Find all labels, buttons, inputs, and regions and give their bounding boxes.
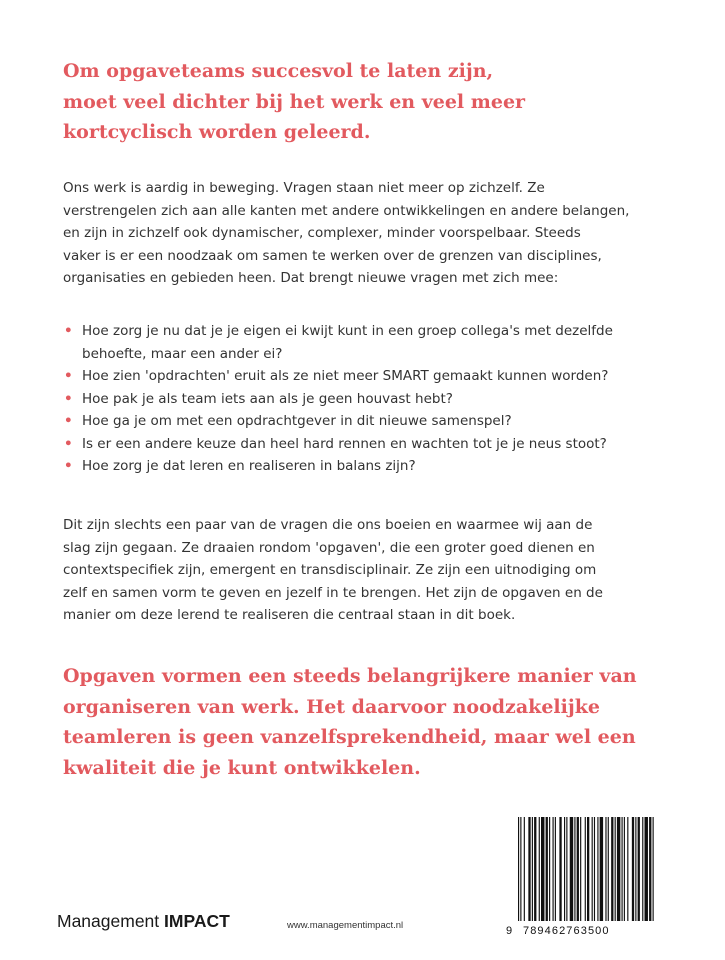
barcode-bar [587, 817, 589, 921]
question-text: Is er een andere keuze dan heel hard rennen en wachten tot je je neus stoot? [82, 435, 607, 452]
barcode-bar [541, 817, 544, 921]
barcode-bar [553, 817, 554, 921]
bullet-icon: • [64, 435, 73, 452]
paragraph-line: organisaties en gebieden heen. Dat brengt nieuwe vragen met zich mee: [63, 270, 559, 286]
barcode-bar [635, 817, 636, 921]
barcode-bar [528, 817, 530, 921]
closing-paragraph [63, 514, 603, 627]
bullet-icon: • [64, 390, 73, 407]
question-text: behoefte, maar een ander ei? [82, 345, 283, 362]
question-text: Hoe zien 'opdrachten' eruit als ze niet meer SMART gemaakt kunnen worden? [82, 368, 609, 384]
barcode-bar [624, 817, 625, 921]
intro-paragraph [63, 177, 629, 290]
publisher-logo [57, 911, 230, 932]
question-text: Hoe ga je om met een opdrachtgever in dit nieuwe samenspel? [82, 413, 512, 429]
question-text: Hoe pak je als team iets aan als je geen houvast hebt? [82, 390, 453, 407]
paragraph-line: en zijn in zichzelf ook dynamischer, complexer, minder voorspelbaar. Steeds [63, 225, 581, 241]
barcode-bar [566, 817, 567, 921]
paragraph-line: verstrengelen zich aan alle kanten met andere ontwikkelingen en andere belangen, [63, 202, 630, 219]
barcode-bar [564, 817, 565, 921]
publisher-url: www.managementimpact.nl [287, 920, 404, 931]
barcode-bar [577, 817, 579, 921]
barcode-first-digit: 9 [506, 925, 513, 937]
bullet-icon: • [64, 458, 73, 474]
isbn-barcode [504, 811, 664, 941]
closing-quote-line: Opgaven vormen een steeds belangrijkere manier van [63, 665, 637, 687]
barcode-bar [539, 817, 540, 921]
list-item [63, 365, 613, 388]
paragraph-line: zelf en samen vorm te geven en jezelf in te brengen. Het zijn de opgaven en de [63, 584, 603, 601]
barcode-bar [520, 817, 521, 921]
publisher-name-bold: IMPACT [164, 911, 230, 931]
barcode-bar [597, 817, 598, 921]
barcode-bar [645, 817, 648, 921]
paragraph-line: contextspecifiek zijn, emergent en transdisciplinair. Ze zijn een uitnodiging om [63, 562, 597, 578]
barcode-digits: 789462763500 [523, 925, 610, 937]
barcode-bars [504, 811, 664, 925]
intro-quote [63, 56, 525, 148]
barcode-bar [524, 817, 525, 921]
barcode-bar [555, 817, 556, 921]
barcode-bar [570, 817, 573, 921]
barcode-bar [615, 817, 616, 921]
list-item [63, 320, 613, 365]
barcode-bar [592, 817, 593, 921]
list-item [63, 410, 613, 433]
question-list [63, 320, 613, 478]
barcode-bar [611, 817, 613, 921]
barcode-bar [649, 817, 651, 921]
barcode-bar [534, 817, 536, 921]
barcode-bar [608, 817, 609, 921]
list-item [63, 388, 613, 411]
barcode-bar [580, 817, 581, 921]
intro-quote-line: Om opgaveteams succesvol te laten zijn, [63, 60, 494, 82]
barcode-bar [546, 817, 548, 921]
barcode-bar [653, 817, 654, 921]
barcode-bar [617, 817, 620, 921]
bullet-icon: • [64, 413, 73, 429]
barcode-bar [627, 817, 628, 921]
bullet-icon: • [64, 323, 73, 339]
question-text: Hoe zorg je nu dat je je eigen ei kwijt kunt in een groep collega's met dezelfde [82, 323, 613, 339]
barcode-bar [594, 817, 595, 921]
bullet-icon: • [64, 368, 73, 384]
closing-quote-line: organiseren van werk. Het daarvoor noodzakelijke [63, 695, 600, 718]
barcode-bar [559, 817, 561, 921]
paragraph-line: slag zijn gegaan. Ze draaien rondom 'opgaven', die een groter goed dienen en [63, 539, 595, 556]
list-item [63, 433, 613, 456]
barcode-bar [518, 817, 519, 921]
barcode-bar [638, 817, 640, 921]
barcode-bar [585, 817, 586, 921]
barcode-bar [632, 817, 634, 921]
question-text: Hoe zorg je dat leren en realiseren in balans zijn? [82, 458, 416, 474]
publisher-name-regular: Management [57, 911, 160, 931]
closing-quote-line: kwaliteit die je kunt ontwikkelen. [63, 756, 421, 779]
barcode-bar [605, 817, 606, 921]
paragraph-line: Ons werk is aardig in beweging. Vragen staan niet meer op zichzelf. Ze [63, 180, 545, 196]
closing-quote [63, 661, 637, 783]
barcode-bar [549, 817, 550, 921]
barcode-bar [574, 817, 575, 921]
intro-quote-line: moet veel dichter bij het werk en veel meer [63, 90, 526, 113]
paragraph-line: manier om deze lerend te realiseren die centraal staan in dit boek. [63, 607, 516, 623]
list-item [63, 455, 613, 478]
barcode-bar [600, 817, 603, 921]
paragraph-line: vaker is er een noodzaak om samen te werken over de grenzen van disciplines, [63, 247, 602, 264]
paragraph-line: Dit zijn slechts een paar van de vragen die ons boeien en waarmee wij aan de [63, 517, 593, 533]
intro-quote-line: kortcyclisch worden geleerd. [63, 121, 371, 143]
barcode-bar [532, 817, 533, 921]
barcode-bar [622, 817, 623, 921]
closing-quote-line: teamleren is geen vanzelfsprekendheid, maar wel een [63, 726, 636, 748]
barcode-bar [642, 817, 643, 921]
